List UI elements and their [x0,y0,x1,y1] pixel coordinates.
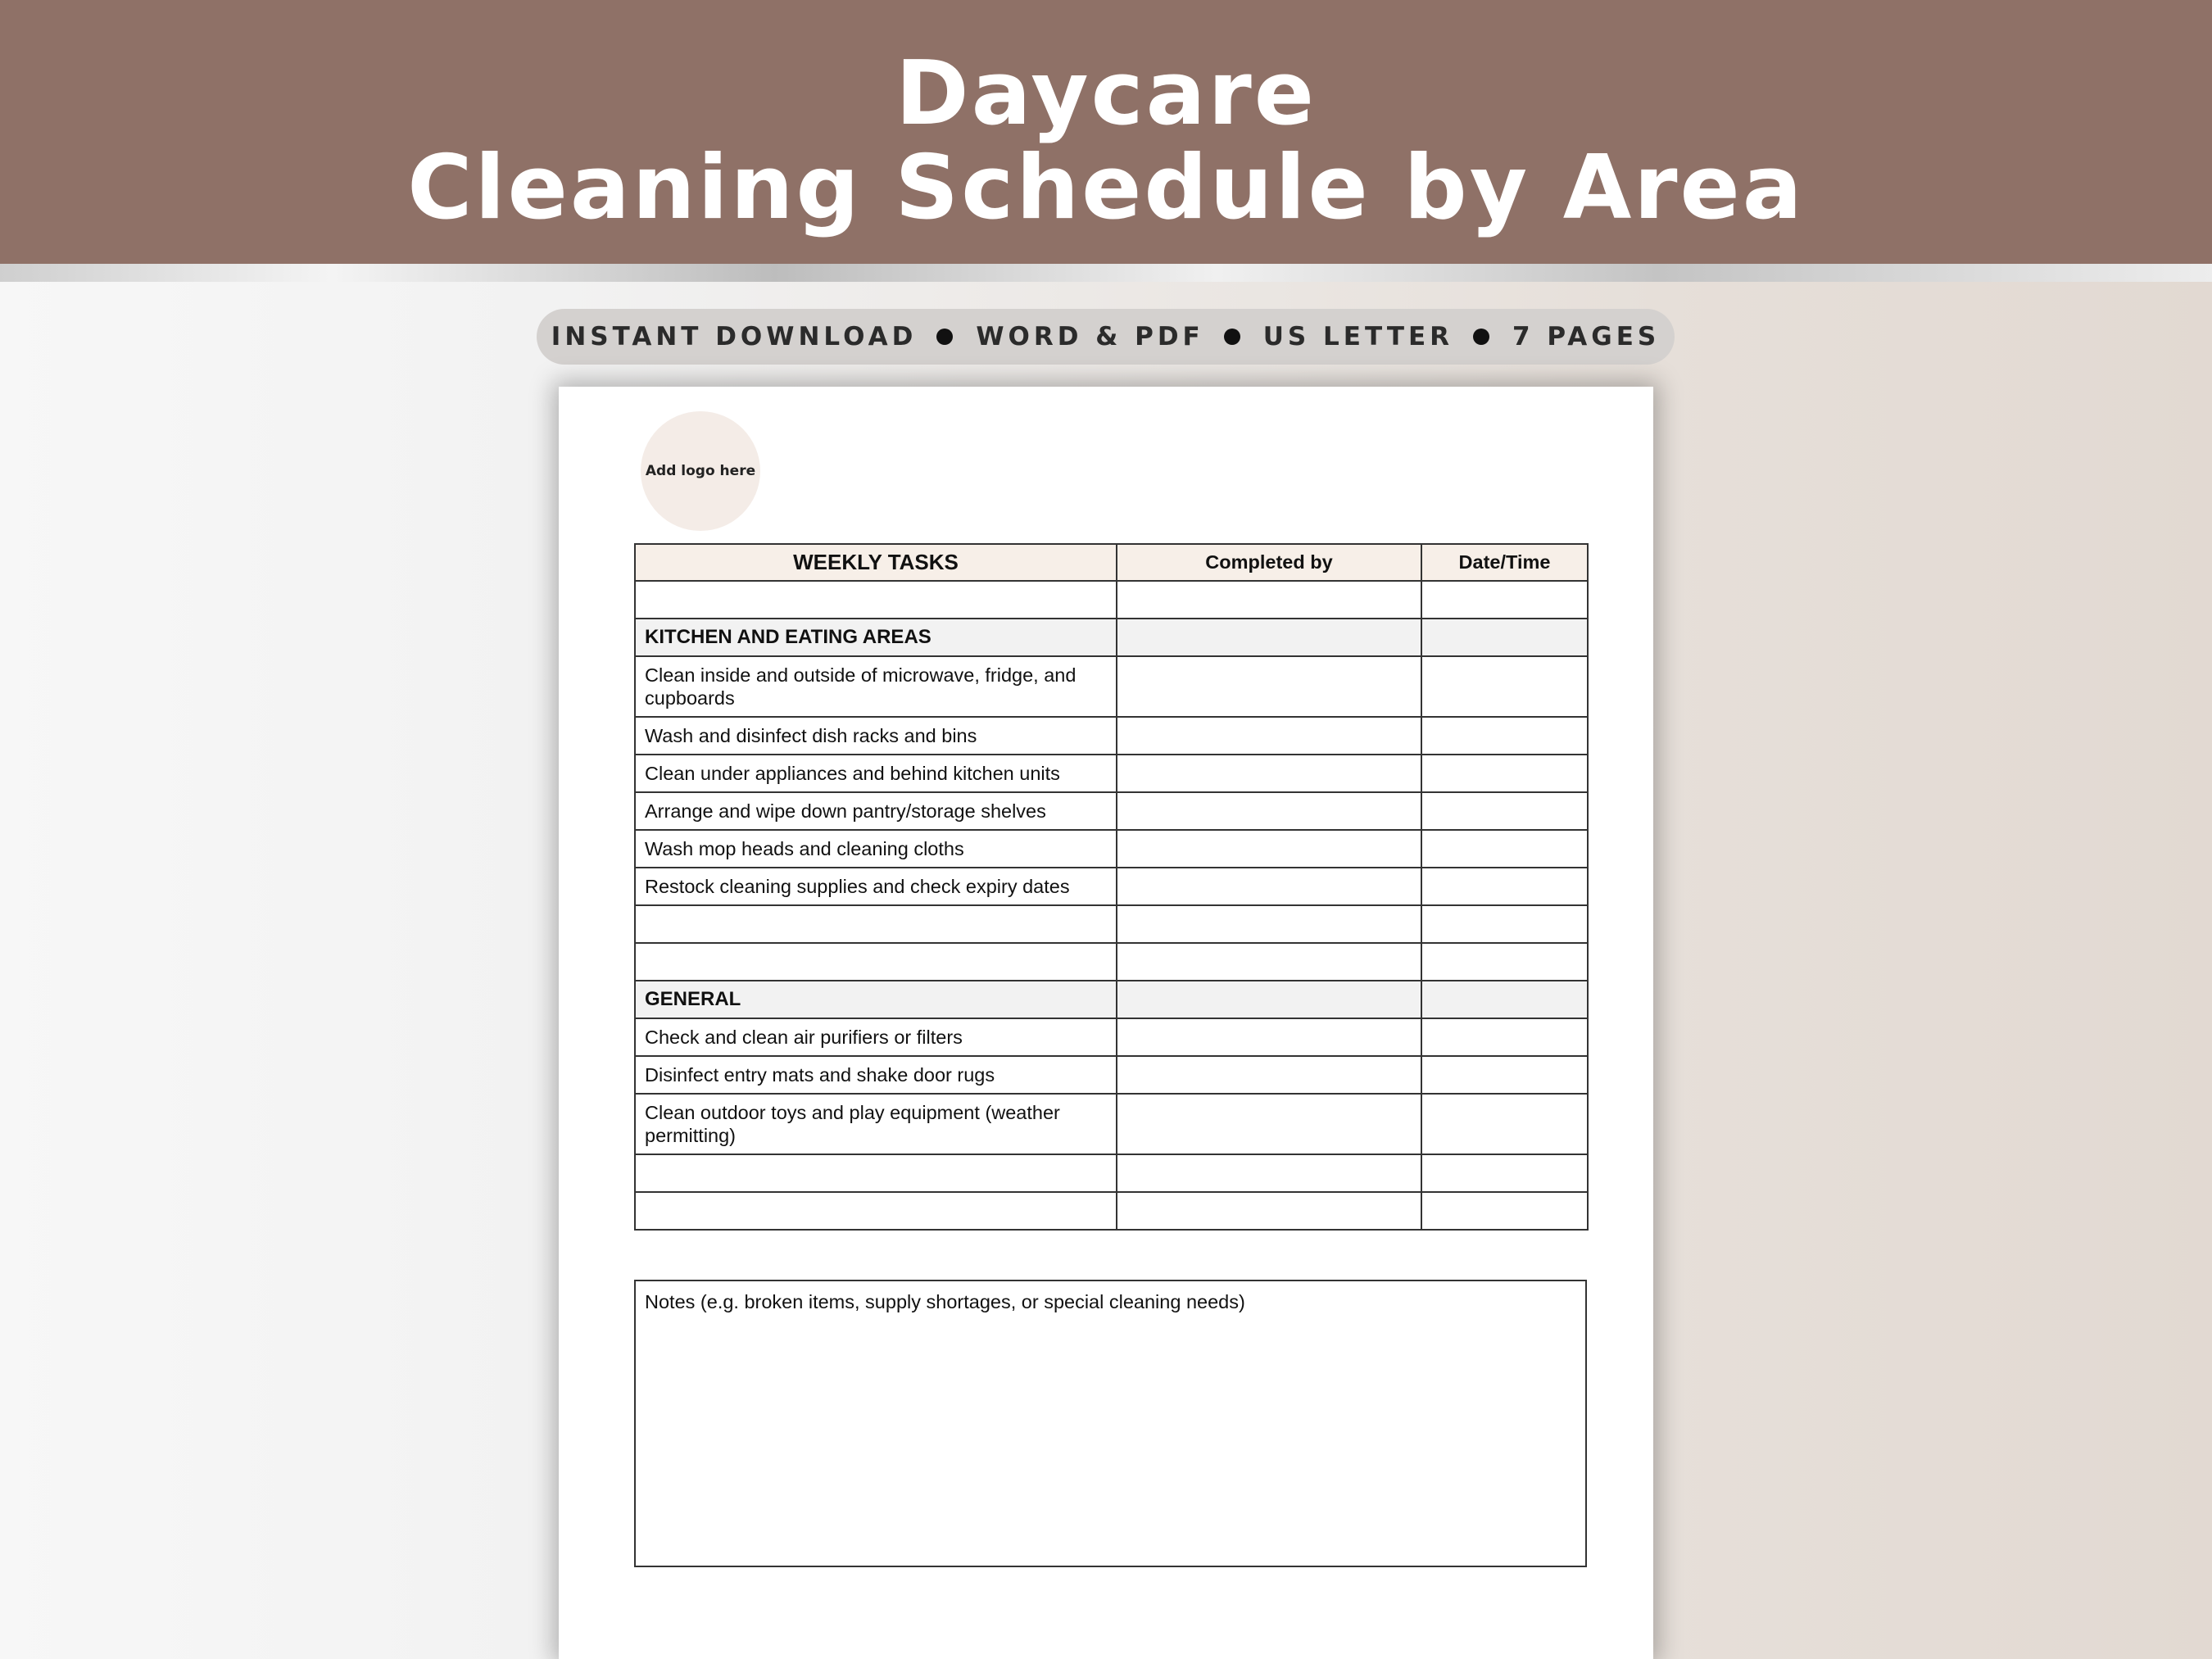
title-line-1: Daycare [895,43,1317,145]
task-cell [635,1154,1117,1192]
task-cell: Restock cleaning supplies and check expiry dates [635,868,1117,905]
logo-placeholder-text: Add logo here [645,463,756,479]
bullet-dot-icon [936,329,953,345]
completed-by-cell [1117,656,1421,717]
task-cell: Check and clean air purifiers or filters [635,1018,1117,1056]
document-page [559,387,1653,1659]
table-row [635,868,1588,905]
table-row [635,943,1588,981]
task-cell: Clean inside and outside of microwave, fridge, and cupboards [635,656,1117,717]
header-weekly-tasks: WEEKLY TASKS [635,544,1117,581]
completed-by-cell [1117,755,1421,792]
table-header-row [635,544,1588,581]
table-row [635,656,1588,717]
feature-format: WORD & PDF [976,322,1204,351]
task-cell [635,905,1117,943]
date-time-cell [1421,656,1588,717]
table-row [635,1056,1588,1094]
bullet-dot-icon [1224,329,1240,345]
completed-by-cell [1117,717,1421,755]
date-time-cell [1421,619,1588,656]
completed-by-cell [1117,1056,1421,1094]
task-cell: Arrange and wipe down pantry/storage shelves [635,792,1117,830]
section-row [635,619,1588,656]
task-cell: Wash mop heads and cleaning cloths [635,830,1117,868]
completed-by-cell [1117,830,1421,868]
section-heading: GENERAL [635,981,1117,1018]
task-cell: Wash and disinfect dish racks and bins [635,717,1117,755]
table-body [635,581,1588,1230]
silver-divider [0,264,2212,282]
date-time-cell [1421,581,1588,619]
header-completed-by: Completed by [1117,544,1421,581]
feature-bar [537,309,1675,365]
completed-by-cell [1117,581,1421,619]
table-row [635,830,1588,868]
completed-by-cell [1117,792,1421,830]
feature-paper-size: US LETTER [1262,322,1454,351]
completed-by-cell [1117,905,1421,943]
completed-by-cell [1117,981,1421,1018]
date-time-cell [1421,792,1588,830]
completed-by-cell [1117,1192,1421,1230]
feature-page-count: 7 PAGES [1512,322,1661,351]
section-row [635,981,1588,1018]
table-row [635,1192,1588,1230]
table-row [635,755,1588,792]
completed-by-cell [1117,1094,1421,1154]
feature-instant-download: INSTANT DOWNLOAD [551,322,918,351]
completed-by-cell [1117,943,1421,981]
task-cell: Disinfect entry mats and shake door rugs [635,1056,1117,1094]
bullet-dot-icon [1473,329,1489,345]
task-cell [635,1192,1117,1230]
table-row [635,581,1588,619]
table-row [635,1154,1588,1192]
completed-by-cell [1117,1018,1421,1056]
date-time-cell [1421,943,1588,981]
date-time-cell [1421,1094,1588,1154]
task-cell: Clean outdoor toys and play equipment (weather permitting) [635,1094,1117,1154]
date-time-cell [1421,905,1588,943]
date-time-cell [1421,1154,1588,1192]
header-date-time: Date/Time [1421,544,1588,581]
table-row [635,792,1588,830]
completed-by-cell [1117,1154,1421,1192]
date-time-cell [1421,1018,1588,1056]
date-time-cell [1421,717,1588,755]
date-time-cell [1421,1056,1588,1094]
completed-by-cell [1117,868,1421,905]
title-banner [0,0,2212,264]
task-cell: Clean under appliances and behind kitchen units [635,755,1117,792]
table-row [635,1018,1588,1056]
table-row [635,1094,1588,1154]
notes-box [634,1280,1587,1567]
date-time-cell [1421,1192,1588,1230]
date-time-cell [1421,981,1588,1018]
task-cell [635,581,1117,619]
date-time-cell [1421,755,1588,792]
date-time-cell [1421,830,1588,868]
title-line-2: Cleaning Schedule by Area [407,137,1805,239]
table-row [635,717,1588,755]
notes-label: Notes (e.g. broken items, supply shortages, or special cleaning needs) [645,1291,1245,1312]
logo-placeholder [641,411,760,531]
task-cell [635,943,1117,981]
completed-by-cell [1117,619,1421,656]
section-heading: KITCHEN AND EATING AREAS [635,619,1117,656]
date-time-cell [1421,868,1588,905]
weekly-tasks-table [634,543,1589,1231]
table-row [635,905,1588,943]
